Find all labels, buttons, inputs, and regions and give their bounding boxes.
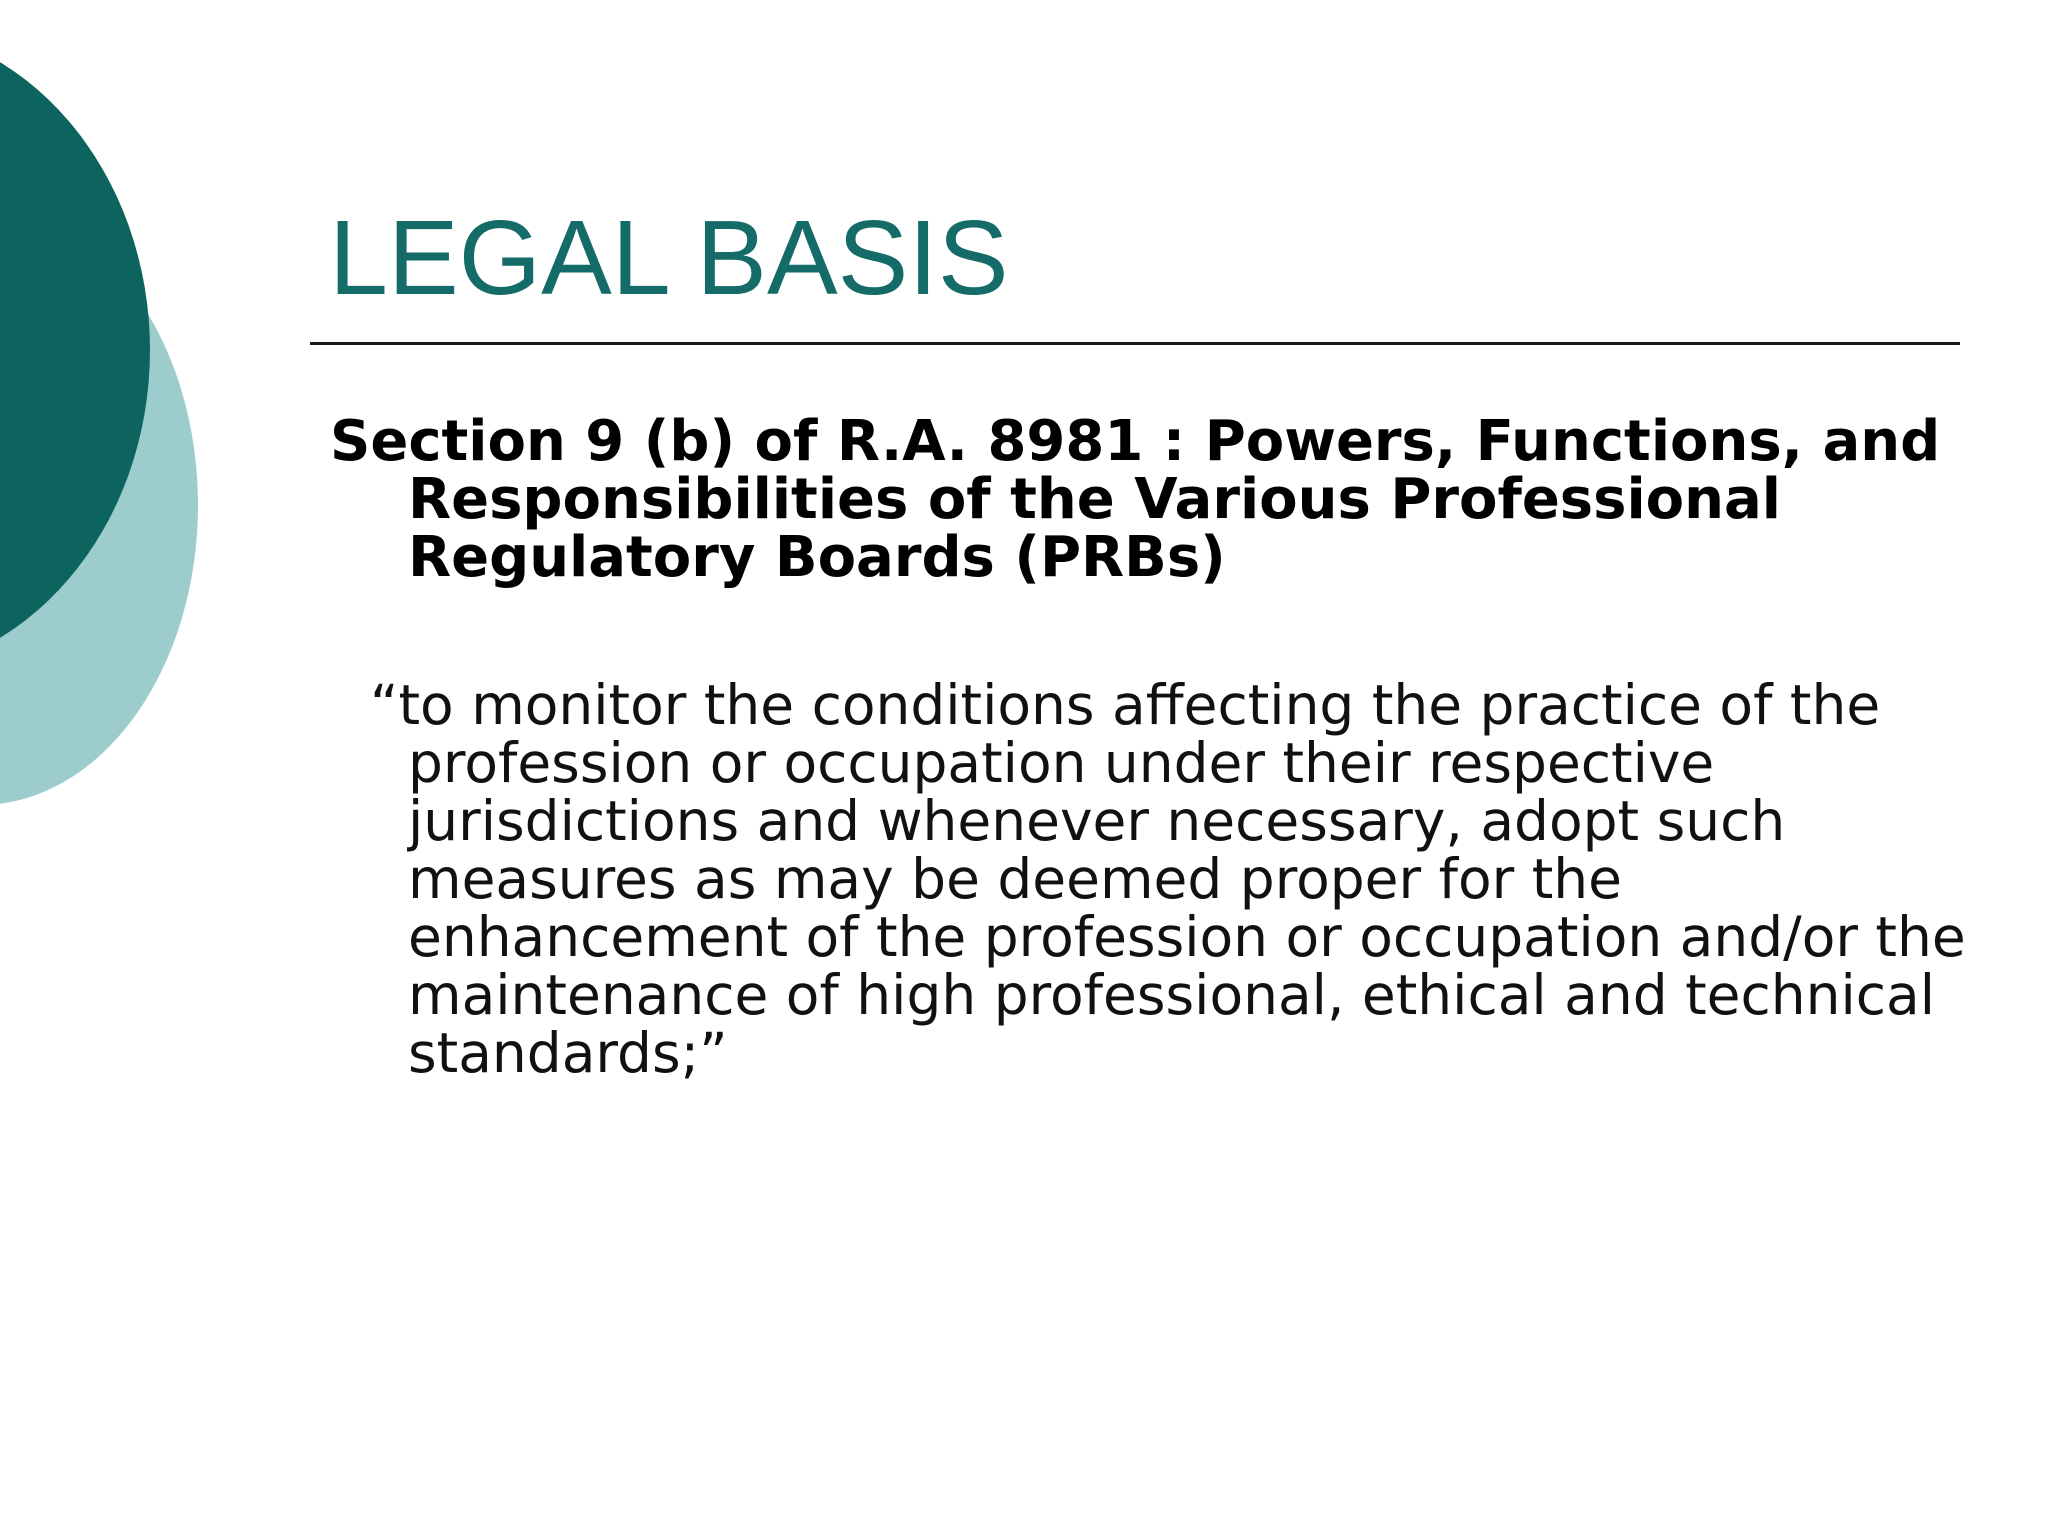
section-heading: Section 9 (b) of R.A. 8981 : Powers, Functions, and Responsibilities of the Various Professional Regulatory Boards (PRBs) [330,409,1941,590]
light-teal-circle [0,205,198,805]
dark-teal-circle [0,25,150,675]
slide-title: LEGAL BASIS [329,199,1009,317]
title-divider [310,342,1960,345]
quoted-provision: “to monitor the conditions affecting the practice of the profession or occupation under their respective jurisdictions and whenever necessary, adopt such measures as may be deemed proper for the enhancement of the profession or occupation and/or the maintenance of high professional, ethical and technical standards;” [370,673,1966,1085]
